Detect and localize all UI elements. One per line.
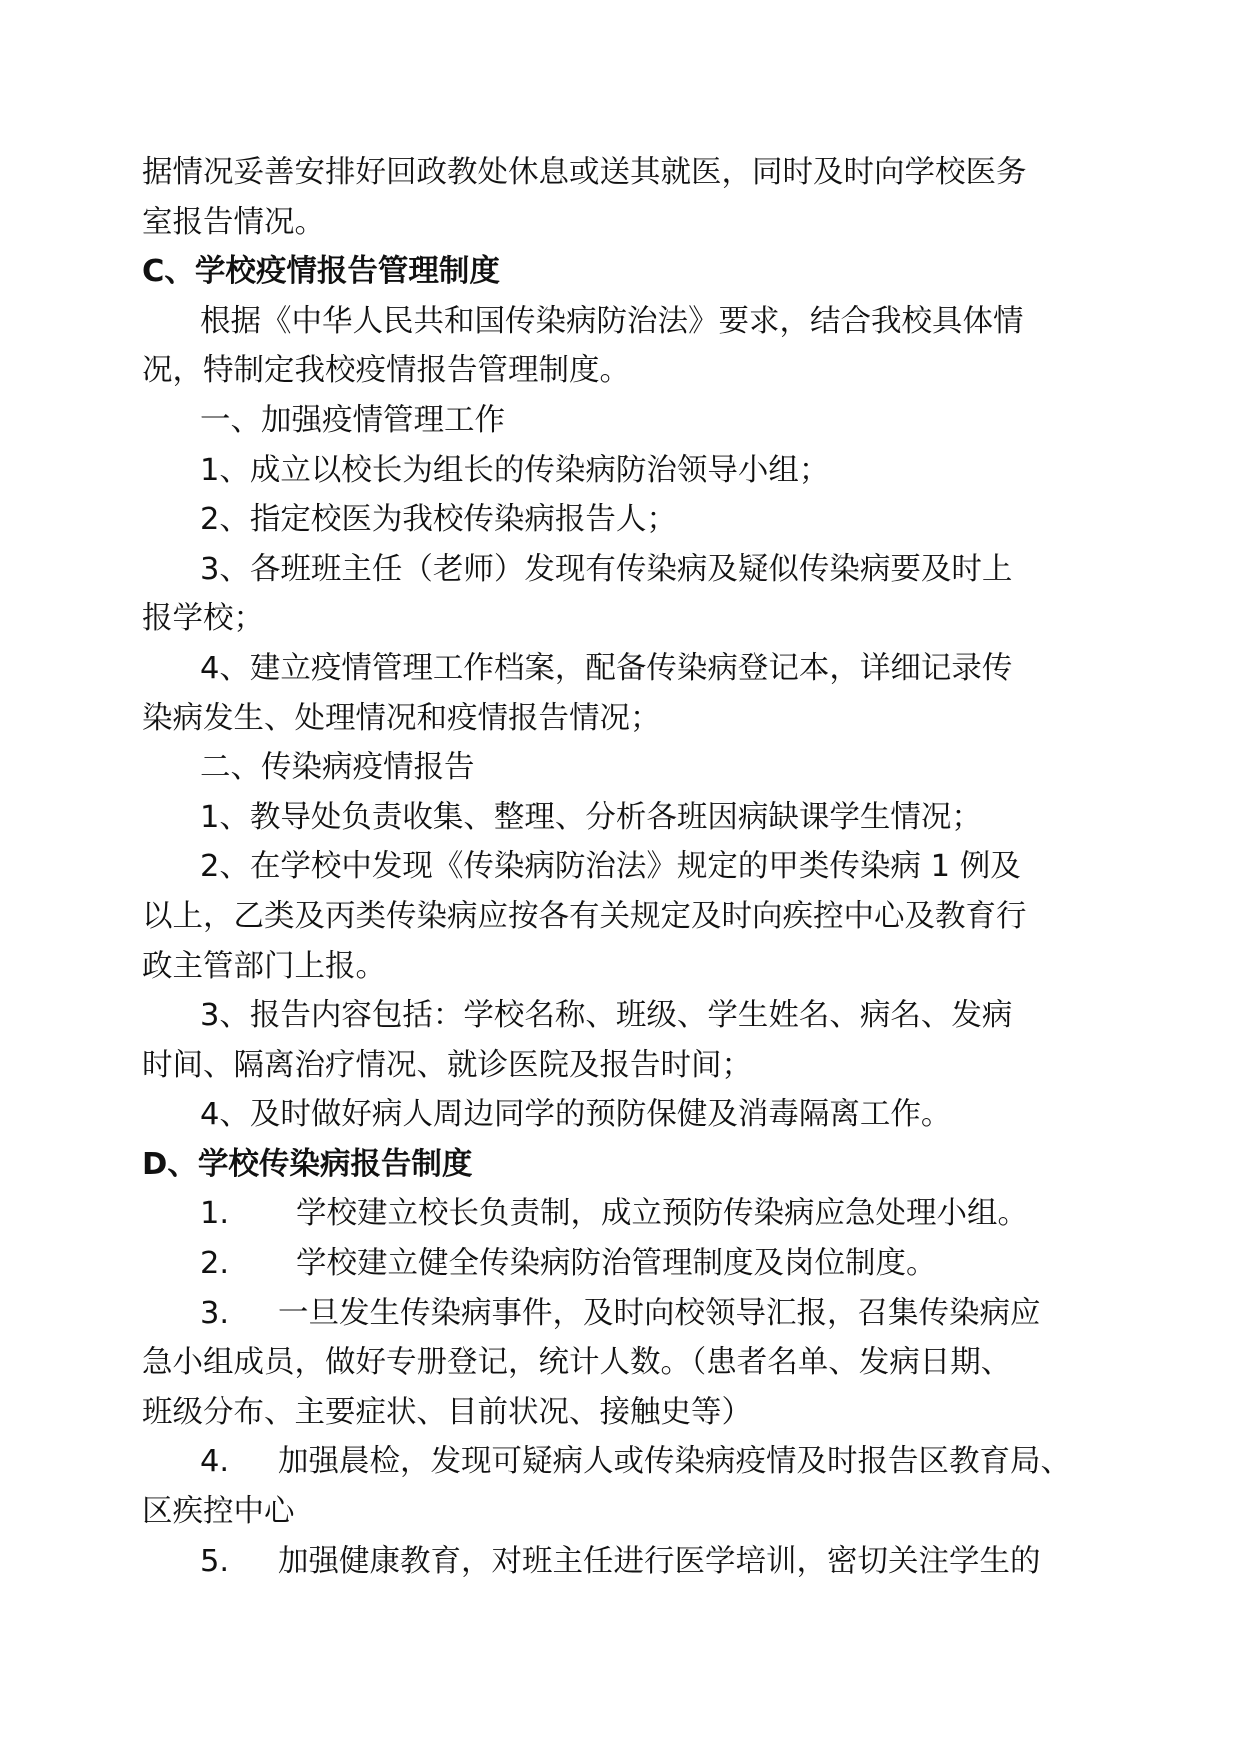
section-heading-c: C、学校疫情报告管理制度 [142,254,500,290]
numbered-item-2 [142,1239,1121,1289]
list-item: 1、教导处负责收集、整理、分析各班因病缺课学生情况； [200,799,982,835]
item-text: 加强晨检，发现可疑病人或传染病疫情及时报告区教育局、 [278,1444,1071,1480]
item-number: 4. [200,1444,230,1480]
list-item: 3、各班班主任（老师）发现有传染病及疑似传染病要及时上 [200,551,1013,587]
section-heading-d: D、学校传染病报告制度 [142,1146,473,1182]
text-line: 急小组成员，做好专册登记，统计人数。（患者名单、发病日期、 [142,1345,1012,1381]
list-item: 2、指定校医为我校传染病报告人； [200,502,677,538]
text-line: 况，特制定我校疫情报告管理制度。 [142,353,630,389]
text-line: 政主管部门上报。 [142,948,386,984]
item-text: 学校建立健全传染病防治管理制度及岗位制度。 [296,1246,937,1282]
subsection-heading: 一、加强疫情管理工作 [200,402,505,438]
numbered-item-3 [142,1289,1121,1339]
text-line: 染病发生、处理情况和疫情报告情况； [142,700,661,736]
text-line: 区疾控中心 [142,1494,295,1530]
list-item: 4、及时做好病人周边同学的预防保健及消毒隔离工作。 [200,1097,952,1133]
item-number: 3. [200,1295,230,1331]
text-line: 报学校； [142,601,264,637]
numbered-item-1 [142,1189,1121,1239]
text-line: 根据《中华人民共和国传染病防治法》要求，结合我校具体情 [200,303,1024,339]
text-line: 据情况妥善安排好回政教处休息或送其就医，同时及时向学校医务 [142,155,1027,190]
item-number: 2. [200,1246,230,1282]
numbered-item-5 [142,1537,1121,1587]
list-item: 1、成立以校长为组长的传染病防治领导小组； [200,452,830,488]
item-number: 5. [200,1543,230,1579]
item-text: 一旦发生传染病事件，及时向校领导汇报，召集传染病应 [278,1295,1041,1331]
item-text: 学校建立校长负责制，成立预防传染病应急处理小组。 [296,1196,1028,1232]
list-item: 3、报告内容包括：学校名称、班级、学生姓名、病名、发病 [200,998,1013,1034]
text-line: 以上，乙类及丙类传染病应按各有关规定及时向疾控中心及教育行 [142,898,1027,934]
item-text: 加强健康教育，对班主任进行医学培训，密切关注学生的 [278,1543,1041,1579]
text-line: 时间、隔离治疗情况、就诊医院及报告时间； [142,1047,752,1083]
list-item: 4、建立疫情管理工作档案，配备传染病登记本，详细记录传 [200,650,1013,686]
text-line: 室报告情况。 [142,204,325,240]
item-number: 1. [200,1196,230,1232]
text-line: 班级分布、主要症状、目前状况、接触史等） [142,1394,752,1430]
list-item: 2、在学校中发现《传染病防治法》规定的甲类传染病 1 例及 [200,849,1021,885]
subsection-heading: 二、传染病疫情报告 [200,750,475,786]
numbered-item-4 [142,1437,1121,1487]
